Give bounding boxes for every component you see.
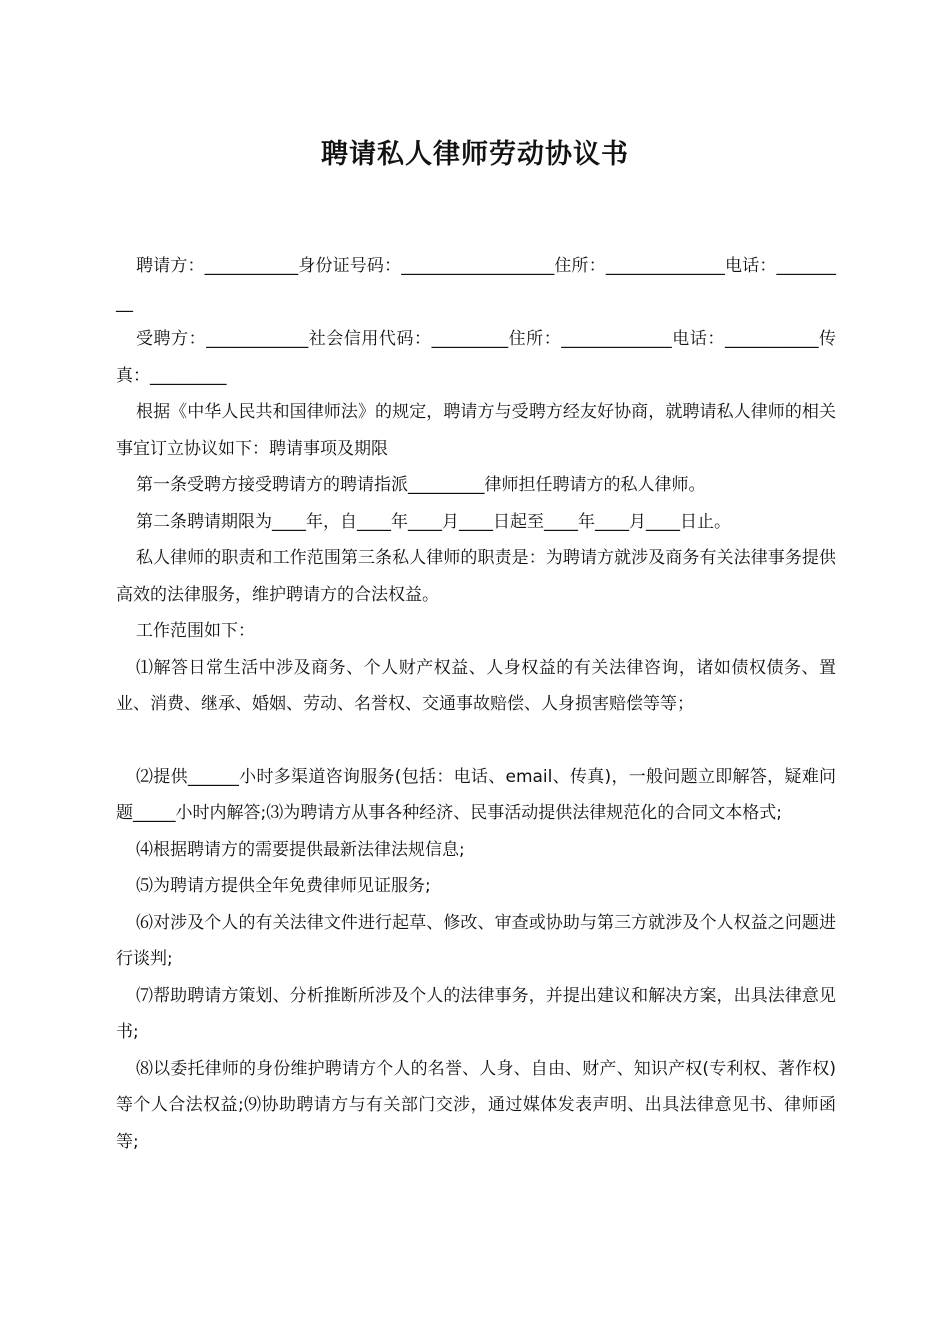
scope-item-6: ⑹对涉及个人的有关法律文件进行起草、修改、审查或协助与第三方就涉及个人权益之问题进行谈判; (116, 912, 836, 969)
scope-item-7: ⑺帮助聘请方策划、分析推断所涉及个人的法律事务，并提出建议和解决方案，出具法律意见书; (116, 985, 836, 1042)
document-body (116, 248, 836, 1160)
hiring-party-info: 聘请方：___________身份证号码：__________________住所：______________电话：_________ (116, 256, 836, 313)
scope-item-5: ⑸为聘请方提供全年免费律师见证服务; (136, 876, 431, 896)
article-2: 第二条聘请期限为____年，自____年____月____日起至____年____月____日止。 (136, 511, 731, 532)
article-1: 第一条受聘方接受聘请方的聘请指派_________律师担任聘请方的私人律师。 (136, 475, 706, 495)
article-3: 私人律师的职责和工作范围第三条私人律师的职责是：为聘请方就涉及商务有关法律事务提供高效的法律服务，维护聘请方的合法权益。 (116, 548, 836, 605)
hired-party-info: 受聘方：____________社会信用代码：_________住所：_____________电话：___________传真：_________ (116, 329, 836, 386)
scope-item-2-3: ⑵提供______小时多渠道咨询服务(包括：电话、email、传真)，一般问题立即解答，疑难问题_____小时内解答;⑶为聘请方从事各种经济、民事活动提供法律规范化的合同文本格式; (116, 766, 836, 823)
scope-item-1: ⑴解答日常生活中涉及商务、个人财产权益、人身权益的有关法律咨询，诸如债权债务、置业、消费、继承、婚姻、劳动、名誉权、交通事故赔偿、人身损害赔偿等等； (116, 657, 836, 714)
scope-item-4: ⑷根据聘请方的需要提供最新法律法规信息; (136, 839, 465, 860)
paragraph-spacer (116, 723, 836, 759)
scope-heading: 工作范围如下： (136, 621, 255, 641)
scope-item-8-9: ⑻以委托律师的身份维护聘请方个人的名誉、人身、自由、财产、知识产权(专利权、著作权)等个人合法权益;⑼协助聘请方与有关部门交涉，通过媒体发表声明、出具法律意见书、律师函等; (116, 1058, 836, 1152)
preamble-paragraph: 根据《中华人民共和国律师法》的规定，聘请方与受聘方经友好协商，就聘请私人律师的相关事宜订立协议如下：聘请事项及期限 (116, 402, 836, 459)
document-title: 聘请私人律师劳动协议书 (321, 139, 629, 170)
